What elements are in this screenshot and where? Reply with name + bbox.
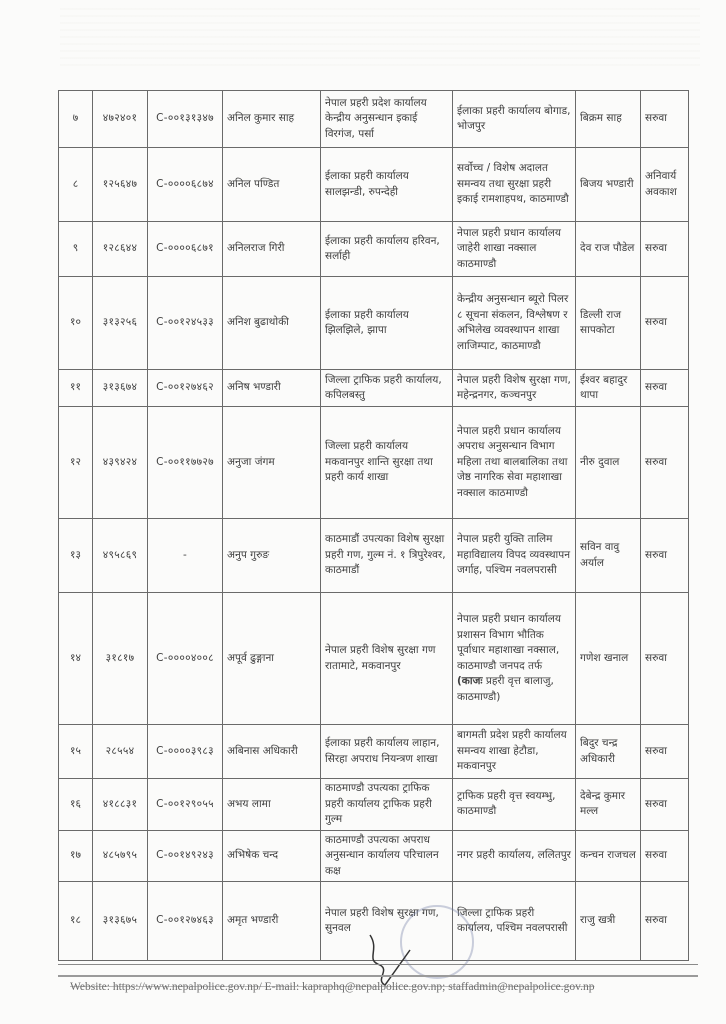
- officer-name-text: सविन वावु अर्याल: [580, 541, 620, 569]
- person-name-text: अनिल पण्डित: [227, 177, 280, 190]
- employee-id-text: ४७२४०१: [102, 112, 138, 125]
- employee-id-text: १२८६४४: [102, 242, 138, 255]
- employee-id: [93, 519, 148, 593]
- serial-number-text: १७: [70, 849, 81, 861]
- transfer-status: [641, 148, 689, 222]
- officer-name-text: गणेश खनाल: [580, 651, 629, 664]
- to-office-text: नेपाल प्रहरी प्रधान कार्यालय अपराध अनुसन्धान विभाग महिला तथा बालबालिका तथा जेष्ठ नागरिक सेवा महाशाखा नक्साल काठमाण्डौ: [457, 424, 568, 499]
- officer-name-text: राजु खत्री: [580, 914, 616, 927]
- record-code-text: C-००१२९०५५: [156, 797, 214, 810]
- person-name: [223, 779, 321, 831]
- from-office: [321, 91, 453, 148]
- person-name-text: अनिश बुढाथोकी: [227, 316, 289, 329]
- officer-name-text: देबेन्द्र कुमार मल्ल: [580, 789, 626, 818]
- person-name-text: अमृत भण्डारी: [227, 914, 279, 927]
- from-office: [321, 830, 453, 882]
- transfer-status: [641, 277, 689, 370]
- employee-id: [93, 91, 148, 148]
- person-name: [223, 277, 321, 370]
- transfer-status: [641, 222, 689, 277]
- table-row: [59, 222, 689, 277]
- serial-number-text: १२: [70, 455, 81, 468]
- serial-number-text: १८: [70, 914, 81, 927]
- record-code-text: C-००१२७४६३: [156, 914, 214, 927]
- serial-number: [59, 882, 93, 961]
- employee-id-text: ३१३६७४: [102, 381, 138, 394]
- to-office: [453, 222, 576, 277]
- employee-id: [93, 407, 148, 519]
- from-office: [321, 370, 453, 407]
- record-code: [148, 407, 223, 519]
- record-code-text: C-००००३९८३: [156, 744, 214, 757]
- table-row: [59, 370, 689, 407]
- employee-id-text: ४१८८३१: [102, 797, 138, 810]
- person-name: [223, 882, 321, 961]
- to-office-text: सर्वोच्च / विशेष अदालत समन्वय तथा सुरक्षा प्रहरी इकाई रामशाहपथ, काठमाण्डौ: [457, 162, 569, 206]
- record-code: [148, 91, 223, 148]
- from-office: [321, 519, 453, 593]
- person-name: [223, 519, 321, 593]
- record-code: [148, 779, 223, 831]
- serial-number-text: ९: [72, 242, 79, 255]
- serial-number-text: १६: [70, 797, 81, 810]
- transfer-status-text: सरुवा: [645, 548, 667, 561]
- employee-id-text: ३१३२५६: [102, 316, 138, 329]
- officer-name: [576, 882, 641, 961]
- to-office-text: नेपाल प्रहरी विशेष सुरक्षा गण, महेन्द्रनगर, कञ्चनपुर: [457, 373, 571, 401]
- from-office-text: ईलाका प्रहरी कार्यालय झिलझिले, झापा: [325, 308, 409, 336]
- person-name: [223, 370, 321, 407]
- employee-id: [93, 370, 148, 407]
- from-office: [321, 593, 453, 725]
- to-office-text: नगर प्रहरी कार्यालय, ललितपुर: [457, 849, 571, 861]
- to-office: [453, 370, 576, 407]
- serial-number: [59, 725, 93, 779]
- officer-name: [576, 277, 641, 370]
- serial-number-text: १०: [70, 316, 81, 329]
- table-row: [59, 779, 689, 831]
- officer-name: [576, 725, 641, 779]
- transfer-status-text: सरुवा: [645, 849, 667, 861]
- serial-number: [59, 370, 93, 407]
- to-office-text: बागमती प्रदेश प्रहरी कार्यालय समन्वय शाखा हेटौडा, मकवानपुर: [457, 729, 567, 773]
- transfer-status-text: सरुवा: [645, 914, 667, 927]
- officer-name-text: ईश्वर बहादुर थापा: [580, 373, 628, 401]
- from-office-text: ईलाका प्रहरी कार्यालय सालझन्डी, रुपन्देही: [325, 170, 409, 198]
- transfer-status-text: सरुवा: [645, 381, 667, 394]
- transfer-status: [641, 882, 689, 961]
- from-office-text: नेपाल प्रहरी विशेष सुरक्षा गण, सुनवल: [325, 906, 439, 934]
- person-name-text: अबिनास अधिकारी: [227, 744, 298, 757]
- employee-id: [93, 779, 148, 831]
- person-name: [223, 725, 321, 779]
- table-row: [59, 725, 689, 779]
- transfer-status-text: सरुवा: [645, 316, 667, 329]
- from-office-text: ईलाका प्रहरी कार्यालय हरिवन, सर्लाही: [325, 234, 440, 262]
- serial-number-text: १३: [70, 548, 81, 561]
- employee-id-text: ३१३६७५: [102, 914, 138, 927]
- from-office-text: जिल्ला ट्राफिक प्रहरी कार्यालय, कपिलबस्तु: [325, 373, 442, 401]
- to-office: [453, 277, 576, 370]
- person-name-text: अपूर्व ढुङ्गाना: [227, 651, 274, 664]
- footer-divider: [58, 964, 698, 977]
- officer-name-text: डिल्ली राज सापकोटा: [580, 308, 622, 336]
- serial-number: [59, 277, 93, 370]
- transfer-status: [641, 830, 689, 882]
- employee-id: [93, 277, 148, 370]
- transfer-status: [641, 593, 689, 725]
- transfer-status-text: अनिवार्य अवकाश: [645, 170, 677, 198]
- table-row: [59, 277, 689, 370]
- record-code-text: C-००१४९२४३: [156, 849, 214, 861]
- from-office: [321, 277, 453, 370]
- person-name: [223, 830, 321, 882]
- transfer-status-text: सरुवा: [645, 651, 667, 664]
- person-name-text: अनिष भण्डारी: [227, 381, 281, 394]
- from-office-text: जिल्ला प्रहरी कार्यालय मकवानपुर शान्ति सुरक्षा तथा प्रहरी कार्य शाखा: [325, 440, 433, 484]
- table-row: [59, 407, 689, 519]
- transfer-status-text: सरुवा: [645, 455, 667, 468]
- person-name-text: अनिलराज गिरी: [227, 242, 285, 255]
- transfer-status: [641, 407, 689, 519]
- transfer-status-text: सरुवा: [645, 242, 667, 255]
- to-office-text: ट्राफिक प्रहरी वृत्त स्वयम्भु, काठमाण्डौ: [457, 789, 556, 818]
- serial-number: [59, 148, 93, 222]
- to-office: [453, 830, 576, 882]
- employee-id: [93, 148, 148, 222]
- person-name-text: अभिषेक चन्द: [227, 849, 279, 861]
- note-text: प्रहरी वृत्त बालाजु, काठमाण्डौ): [457, 675, 554, 703]
- to-office-text: ईलाका प्रहरी कार्यालय बोगाड, भोजपुर: [457, 104, 571, 132]
- officer-name-text: नीरु दुवाल: [580, 455, 620, 468]
- record-code-text: C-००१२४५३३: [156, 316, 214, 329]
- to-office-text: नेपाल प्रहरी प्रधान कार्यालय जाहेरी शाखा नक्साल काठमाण्डौ: [457, 226, 561, 270]
- transfer-table: [58, 90, 689, 961]
- officer-name: [576, 370, 641, 407]
- employee-id-text: ४३९४२४: [102, 455, 138, 468]
- transfer-status: [641, 725, 689, 779]
- officer-name-text: कन्चन राजचल: [580, 849, 636, 861]
- serial-number-text: ११: [70, 381, 81, 394]
- employee-id: [93, 593, 148, 725]
- transfer-status-text: सरुवा: [645, 797, 667, 810]
- person-name: [223, 148, 321, 222]
- to-office: [453, 91, 576, 148]
- to-office: [453, 725, 576, 779]
- from-office: [321, 725, 453, 779]
- record-code-text: C-००१३१३४७: [156, 112, 214, 125]
- employee-id: [93, 882, 148, 961]
- table-row: [59, 91, 689, 148]
- record-code: [148, 593, 223, 725]
- record-code-text: C-००००६८७४: [156, 177, 214, 190]
- person-name: [223, 407, 321, 519]
- serial-number-text: १५: [70, 744, 81, 757]
- officer-name-text: देव राज पौडेल: [580, 242, 635, 255]
- scan-artifact: [60, 8, 700, 68]
- person-name: [223, 222, 321, 277]
- from-office-text: नेपाल प्रहरी विशेष सुरक्षा गण रातामाटे, मकवानपुर: [325, 644, 436, 672]
- officer-name: [576, 91, 641, 148]
- table-row: [59, 593, 689, 725]
- person-name: [223, 91, 321, 148]
- officer-name: [576, 519, 641, 593]
- table-row: [59, 148, 689, 222]
- officer-name-text: बिदुर चन्द्र अधिकारी: [580, 737, 618, 765]
- employee-id: [93, 830, 148, 882]
- from-office-text: काठमाडौं उपत्यका विशेष सुरक्षा प्रहरी गण, गुल्म नं. १ त्रिपुरेश्वर, काठमाडौं: [325, 533, 446, 577]
- serial-number-text: १४: [70, 651, 81, 664]
- serial-number: [59, 407, 93, 519]
- serial-number: [59, 779, 93, 831]
- employee-id-text: ३१८१७: [105, 651, 135, 664]
- from-office: [321, 407, 453, 519]
- employee-id-text: ४८५७९५: [102, 849, 138, 861]
- record-code: [148, 830, 223, 882]
- record-code: [148, 882, 223, 961]
- officer-name: [576, 593, 641, 725]
- record-code: [148, 148, 223, 222]
- from-office-text: काठमाण्डौ उपत्यका अपराध अनुसन्धान कार्यालय परिचालन कक्ष: [325, 833, 439, 877]
- employee-id: [93, 725, 148, 779]
- record-code: [148, 725, 223, 779]
- from-office: [321, 779, 453, 831]
- employee-id-text: १२५६४७: [102, 177, 138, 190]
- serial-number: [59, 91, 93, 148]
- to-office-text: जिल्ला ट्राफिक प्रहरी कार्यालय, पश्चिम नवलपरासी: [457, 906, 568, 934]
- officer-name: [576, 830, 641, 882]
- table-row: [59, 830, 689, 882]
- to-office: [453, 519, 576, 593]
- employee-id-text: ४९५८६९: [102, 548, 138, 561]
- person-name-text: अभय लामा: [227, 797, 271, 810]
- serial-number: [59, 593, 93, 725]
- record-code: [148, 277, 223, 370]
- to-office-text: नेपाल प्रहरी युक्ति तालिम महाविद्यालय विपद व्यवस्थापन जर्गाह, पश्चिम नवलपरासी: [457, 533, 571, 577]
- person-name-text: अनिल कुमार साह: [227, 112, 295, 125]
- officer-name-text: बिक्रम साह: [580, 112, 622, 125]
- officer-name-text: बिजय भण्डारी: [580, 177, 634, 190]
- officer-name: [576, 407, 641, 519]
- person-name: [223, 593, 321, 725]
- from-office-text: ईलाका प्रहरी कार्यालय लाहान, सिरहा अपराध नियन्त्रण शाखा: [325, 737, 440, 765]
- from-office-text: काठमाण्डौ उपत्यका ट्राफिक प्रहरी कार्यालय ट्राफिक प्रहरी गुल्म: [325, 782, 432, 825]
- record-code-text: C-००००६८७१: [156, 242, 214, 255]
- to-office-text: नेपाल प्रहरी प्रधान कार्यालय प्रशासन विभाग भौतिक पूर्वाधार महाशाखा नक्साल, काठमाण्डौ जनपद तर्फ: [457, 613, 561, 672]
- serial-number: [59, 830, 93, 882]
- record-code: [148, 222, 223, 277]
- serial-number-text: ७: [72, 112, 79, 125]
- record-code-text: C-००००४००८: [156, 651, 214, 664]
- to-office: [453, 779, 576, 831]
- person-name-text: अनुप गुरुङ: [227, 548, 270, 561]
- record-code: [148, 370, 223, 407]
- transfer-status: [641, 779, 689, 831]
- serial-number-text: ८: [72, 177, 79, 190]
- to-office-text: केन्द्रीय अनुसन्धान ब्यूरो पिलर ८ सूचना संकलन, विश्लेषण र अभिलेख व्यवस्थापन शाखा लाजिम्पाट, काठमाण्डौ: [457, 293, 569, 352]
- transfer-status: [641, 519, 689, 593]
- record-code-text: -: [182, 548, 188, 561]
- transfer-status: [641, 91, 689, 148]
- from-office-text: नेपाल प्रहरी प्रदेश कार्यालय केन्द्रीय अनुसन्धान इकाई विरगंज, पर्सा: [325, 96, 427, 140]
- serial-number: [59, 222, 93, 277]
- from-office: [321, 222, 453, 277]
- transfer-status-text: सरुवा: [645, 744, 667, 757]
- from-office: [321, 148, 453, 222]
- officer-name: [576, 148, 641, 222]
- footer-contact: Website: https://www.nepalpolice.gov.np/ E-mail: kapraphq@nepalpolice.gov.np; staffadmin@nepalpolice.gov.np: [70, 981, 595, 993]
- officer-name: [576, 222, 641, 277]
- transfer-status-text: सरुवा: [645, 112, 667, 125]
- to-office: [453, 593, 576, 725]
- serial-number: [59, 519, 93, 593]
- officer-name: [576, 779, 641, 831]
- employee-id-text: २८५५४: [105, 744, 135, 757]
- record-code-text: C-००१२७४६२: [156, 381, 214, 394]
- note-label: (काजः: [457, 675, 483, 687]
- person-name-text: अनुजा जंगम: [227, 455, 275, 468]
- employee-id: [93, 222, 148, 277]
- table-row: [59, 519, 689, 593]
- record-code-text: C-००११७७२७: [156, 455, 214, 468]
- to-office: [453, 407, 576, 519]
- record-code: [148, 519, 223, 593]
- to-office: [453, 148, 576, 222]
- transfer-status: [641, 370, 689, 407]
